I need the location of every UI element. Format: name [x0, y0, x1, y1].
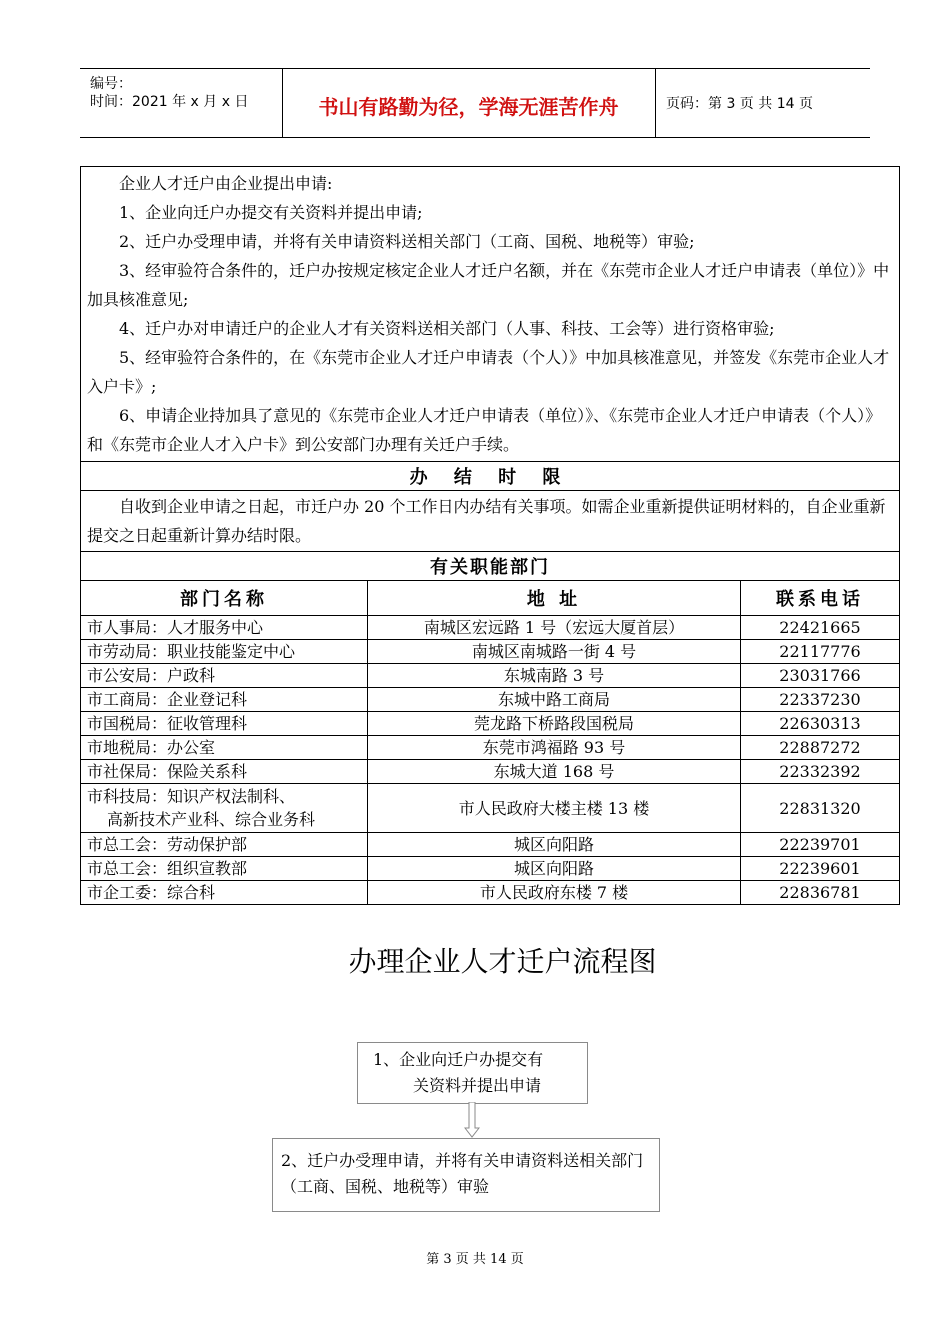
- column-header-department: 部门名称: [81, 581, 368, 616]
- department-address: 东莞市鸿福路 93 号: [368, 736, 741, 760]
- department-name-cell: [81, 784, 368, 833]
- department-address: 莞龙路下桥路段国税局: [368, 712, 741, 736]
- down-arrow-icon: [464, 1102, 480, 1138]
- table-row: [81, 881, 900, 905]
- page-footer: 第 3 页 共 14 页: [426, 1252, 524, 1267]
- department-phone: 22337230: [741, 688, 900, 712]
- header-motto: 书山有路勤为径，学海无涯苦作舟: [318, 95, 619, 119]
- department-address: 城区向阳路: [368, 833, 741, 857]
- department-name: 市国税局：征收管理科: [81, 712, 368, 736]
- header-motto-cell: [282, 69, 656, 137]
- procedure-table: [80, 166, 900, 905]
- department-phone: 22239701: [741, 833, 900, 857]
- department-address: 东城南路 3 号: [368, 664, 741, 688]
- department-phone: 23031766: [741, 664, 900, 688]
- department-phone: 22831320: [741, 784, 900, 833]
- table-row: [81, 760, 900, 784]
- column-header-phone: 联系电话: [741, 581, 900, 616]
- table-row: [81, 736, 900, 760]
- header-page-number: 页码：第 3 页 共 14 页: [666, 96, 813, 112]
- time-limit-heading: 办 结 时 限: [81, 462, 900, 491]
- departments-header-row: [81, 581, 900, 616]
- flowchart-step-1-line-2: 关资料并提出申请: [413, 1076, 542, 1095]
- department-address: 市人民政府东楼 7 楼: [368, 881, 741, 905]
- procedure-step-2: 2、迁户办受理申请，并将有关申请资料送相关部门（工商、国税、地税等）审验;: [119, 232, 695, 251]
- department-address: 南城区宏远路 1 号（宏远大厦首层）: [368, 616, 741, 640]
- department-name: 市社保局：保险关系科: [81, 760, 368, 784]
- flowchart-step-1-text: [373, 1047, 583, 1099]
- time-limit-text: 自收到企业申请之日起，市迁户办 20 个工作日内办结有关事项。如需企业重新提供证明材料的，自企业重新提交之日起重新计算办结时限。: [87, 497, 886, 545]
- department-phone: 22239601: [741, 857, 900, 881]
- department-name: 市工商局：企业登记科: [81, 688, 368, 712]
- department-name: 市总工会：劳动保护部: [81, 833, 368, 857]
- procedure-steps: [81, 167, 900, 462]
- table-row: [81, 833, 900, 857]
- department-name: 市劳动局：职业技能鉴定中心: [81, 640, 368, 664]
- department-phone: 22421665: [741, 616, 900, 640]
- table-row: [81, 688, 900, 712]
- flowchart-title: 办理企业人才迁户流程图: [348, 945, 657, 978]
- department-name-continued: 高新技术产业科、综合业务科: [107, 810, 316, 829]
- department-phone: 22887272: [741, 736, 900, 760]
- procedure-step-5: 5、经审验符合条件的，在《东莞市企业人才迁户申请表（个人）》中加具核准意见，并签发《东莞市企业人才入户卡》;: [87, 348, 890, 396]
- department-phone: 22630313: [741, 712, 900, 736]
- document-date-label: 时间：2021 年 x 月 x 日: [90, 94, 249, 110]
- procedure-step-6: 6、申请企业持加具了意见的《东莞市企业人才迁户申请表（单位）》、《东莞市企业人才迁户申请表（个人）》和《东莞市企业人才入户卡》到公安部门办理有关迁户手续。: [87, 406, 882, 454]
- procedure-step-1: 1、企业向迁户办提交有关资料并提出申请;: [119, 203, 423, 222]
- flowchart-step-2-text: 2、迁户办受理申请，并将有关申请资料送相关部门（工商、国税、地税等）审验: [281, 1151, 644, 1196]
- table-row: [81, 664, 900, 688]
- header-meta-cell: [80, 69, 283, 137]
- flowchart-step-1-line-1: 1、企业向迁户办提交有: [373, 1050, 544, 1069]
- department-address: 城区向阳路: [368, 857, 741, 881]
- department-name: 市地税局：办公室: [81, 736, 368, 760]
- time-limit-cell: [81, 491, 900, 552]
- department-name: 市人事局：人才服务中心: [81, 616, 368, 640]
- department-address: 南城区南城路一街 4 号: [368, 640, 741, 664]
- column-header-address: 地 址: [368, 581, 741, 616]
- page-header: [80, 68, 870, 138]
- header-page-cell: [656, 69, 870, 137]
- department-phone: 22836781: [741, 881, 900, 905]
- table-row: [81, 857, 900, 881]
- procedure-step-3: 3、经审验符合条件的，迁户办按规定核定企业人才迁户名额，并在《东莞市企业人才迁户申请表（单位）》中加具核准意见;: [87, 261, 890, 309]
- department-name: 市企工委：综合科: [81, 881, 368, 905]
- department-address: 东城大道 168 号: [368, 760, 741, 784]
- table-row: [81, 712, 900, 736]
- department-address: 市人民政府大楼主楼 13 楼: [368, 784, 741, 833]
- table-row: [81, 640, 900, 664]
- flowchart-step-1: [357, 1042, 588, 1104]
- table-row: [81, 784, 900, 833]
- document-number-label: 编号：: [90, 76, 132, 92]
- department-name: 市科技局：知识产权法制科、: [87, 787, 296, 806]
- department-address: 东城中路工商局: [368, 688, 741, 712]
- department-name: 市总工会：组织宣教部: [81, 857, 368, 881]
- table-row: [81, 616, 900, 640]
- procedure-intro: 企业人才迁户由企业提出申请:: [119, 174, 333, 193]
- department-name: 市公安局：户政科: [81, 664, 368, 688]
- flowchart-step-2: [272, 1138, 660, 1212]
- department-phone: 22117776: [741, 640, 900, 664]
- departments-heading: 有关职能部门: [81, 552, 900, 581]
- procedure-step-4: 4、迁户办对申请迁户的企业人才有关资料送相关部门（人事、科技、工会等）进行资格审验;: [119, 319, 775, 338]
- department-phone: 22332392: [741, 760, 900, 784]
